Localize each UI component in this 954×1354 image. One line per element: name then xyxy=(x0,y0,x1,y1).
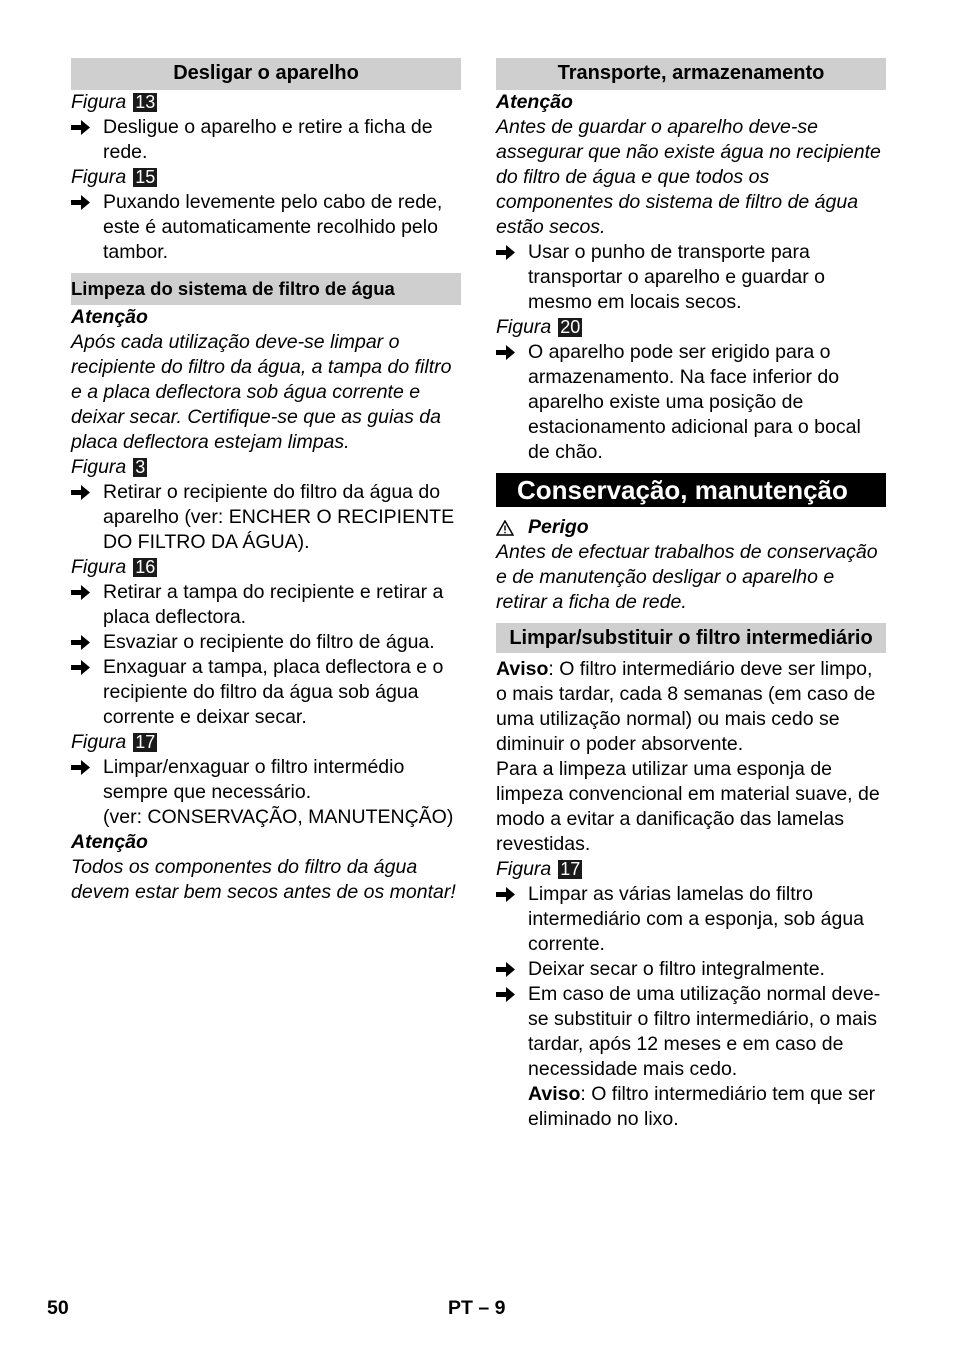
step-text: Retirar o recipiente do filtro da água do aparelho (ver: ENCHER O RECIPIENTE DO FILTRO DA ÁGUA). xyxy=(103,481,455,553)
arrow-right-icon xyxy=(71,484,91,501)
figure-label: Figura xyxy=(71,731,127,753)
right-column xyxy=(496,58,886,1132)
figure-ref xyxy=(71,555,461,580)
figure-label: Figura xyxy=(496,858,552,880)
figure-number: 17 xyxy=(135,732,156,752)
danger-label xyxy=(496,515,886,540)
instruction-step xyxy=(71,630,461,655)
instruction-step xyxy=(71,655,461,730)
figure-ref xyxy=(71,165,461,190)
attention-label: Atenção xyxy=(496,91,573,113)
figure-label: Figura xyxy=(71,91,127,113)
instruction-step xyxy=(71,480,461,555)
arrow-right-icon xyxy=(71,119,91,136)
arrow-right-icon xyxy=(71,634,91,651)
figure-ref xyxy=(71,730,461,755)
figure-ref xyxy=(71,455,461,480)
figure-ref xyxy=(496,857,886,882)
figure-number: 15 xyxy=(135,167,156,187)
figure-number: 17 xyxy=(560,859,581,879)
cross-reference: (ver: CONSERVAÇÃO, MANUTENÇÃO) xyxy=(103,806,454,828)
attention-text: Antes de guardar o aparelho deve-se assegurar que não existe água no recipiente do filtro de água e que todos os componentes do sistema de filtro de água estão secos. xyxy=(496,116,881,238)
arrow-right-icon xyxy=(496,986,516,1003)
notice-paragraph xyxy=(496,1082,886,1132)
step-text: Usar o punho de transporte para transportar o aparelho e guardar o mesmo em locais secos. xyxy=(528,241,826,313)
warning-triangle-icon xyxy=(496,520,514,536)
step-text: Limpar as várias lamelas do filtro intermediário com a esponja, sob água corrente. xyxy=(528,883,865,955)
chapter-title: Conservação, manutenção xyxy=(496,473,886,507)
step-text: Enxaguar a tampa, placa deflectora e o recipiente do filtro da água sob água corrente e deixar secar. xyxy=(103,656,444,728)
step-text: Retirar a tampa do recipiente e retirar a placa deflectora. xyxy=(103,581,444,628)
section-heading: Limpar/substituir o filtro intermediário xyxy=(496,623,886,653)
danger-label-text: Perigo xyxy=(528,516,589,538)
figure-label: Figura xyxy=(71,456,127,478)
instruction-step xyxy=(71,115,461,165)
step-text: Esvaziar o recipiente do filtro de água. xyxy=(103,631,435,653)
instruction-step xyxy=(496,957,886,982)
arrow-right-icon xyxy=(71,659,91,676)
step-text: Em caso de uma utilização normal deve-se substituir o filtro intermediário, o mais tardar, após 12 meses e em caso de necessidade mais cedo. xyxy=(528,983,881,1080)
attention-label: Atenção xyxy=(71,306,148,328)
figure-number: 3 xyxy=(135,457,146,477)
figure-ref xyxy=(496,315,886,340)
notice-text: : O filtro intermediário tem que ser eliminado no lixo. xyxy=(528,1083,876,1130)
section-heading: Desligar o aparelho xyxy=(71,58,461,90)
instruction-step xyxy=(496,882,886,957)
instruction-step xyxy=(71,580,461,630)
page-number: 50 xyxy=(47,1297,69,1319)
notice-paragraph xyxy=(496,657,886,757)
notice-text: : O filtro intermediário deve ser limpo, o mais tardar, cada 8 semanas (em caso de uma utilização normal) ou mais cedo se diminuir o poder absorvente. xyxy=(496,658,876,755)
instruction-step xyxy=(71,190,461,265)
section-heading: Limpeza do sistema de filtro de água xyxy=(71,273,461,305)
step-text: Deixar secar o filtro integralmente. xyxy=(528,958,825,980)
figure-label: Figura xyxy=(71,556,127,578)
figure-ref xyxy=(71,90,461,115)
arrow-right-icon xyxy=(496,344,516,361)
section-heading: Transporte, armazenamento xyxy=(496,58,886,90)
step-text: Desligue o aparelho e retire a ficha de rede. xyxy=(103,116,433,163)
body-paragraph: Para a limpeza utilizar uma esponja de limpeza convencional em material suave, de modo a evitar a danificação das lamelas revestidas. xyxy=(496,758,880,855)
step-text: Puxando levemente pelo cabo de rede, este é automaticamente recolhido pelo tambor. xyxy=(103,191,443,263)
arrow-right-icon xyxy=(71,584,91,601)
left-column xyxy=(71,58,461,905)
instruction-step xyxy=(496,982,886,1082)
attention-text: Após cada utilização deve-se limpar o recipiente do filtro da água, a tampa do filtro e a placa deflectora sob água corrente e deixar secar. Certifique-se que as guias da placa deflectora estejam limpas. xyxy=(71,331,452,453)
instruction-step xyxy=(71,755,461,805)
attention-label: Atenção xyxy=(71,831,148,853)
figure-label: Figura xyxy=(496,316,552,338)
arrow-right-icon xyxy=(71,759,91,776)
arrow-right-icon xyxy=(496,886,516,903)
danger-text: Antes de efectuar trabalhos de conservação e de manutenção desligar o aparelho e retirar a ficha de rede. xyxy=(496,541,878,613)
notice-label: Aviso xyxy=(528,1083,581,1105)
figure-number: 13 xyxy=(135,92,156,112)
attention-text: Todos os componentes do filtro da água devem estar bem secos antes de os montar! xyxy=(71,856,456,903)
notice-label: Aviso xyxy=(496,658,549,680)
instruction-step xyxy=(496,240,886,315)
arrow-right-icon xyxy=(496,961,516,978)
step-text: Limpar/enxaguar o filtro intermédio sempre que necessário. xyxy=(103,756,405,803)
figure-label: Figura xyxy=(71,166,127,188)
step-text: O aparelho pode ser erigido para o armazenamento. Na face inferior do aparelho existe uma posição de estacionamento adicional para o bocal de chão. xyxy=(528,341,861,463)
instruction-step xyxy=(496,340,886,465)
figure-number: 20 xyxy=(560,317,581,337)
figure-number: 16 xyxy=(135,557,156,577)
section-footer: PT – 9 xyxy=(448,1297,506,1319)
arrow-right-icon xyxy=(71,194,91,211)
arrow-right-icon xyxy=(496,244,516,261)
